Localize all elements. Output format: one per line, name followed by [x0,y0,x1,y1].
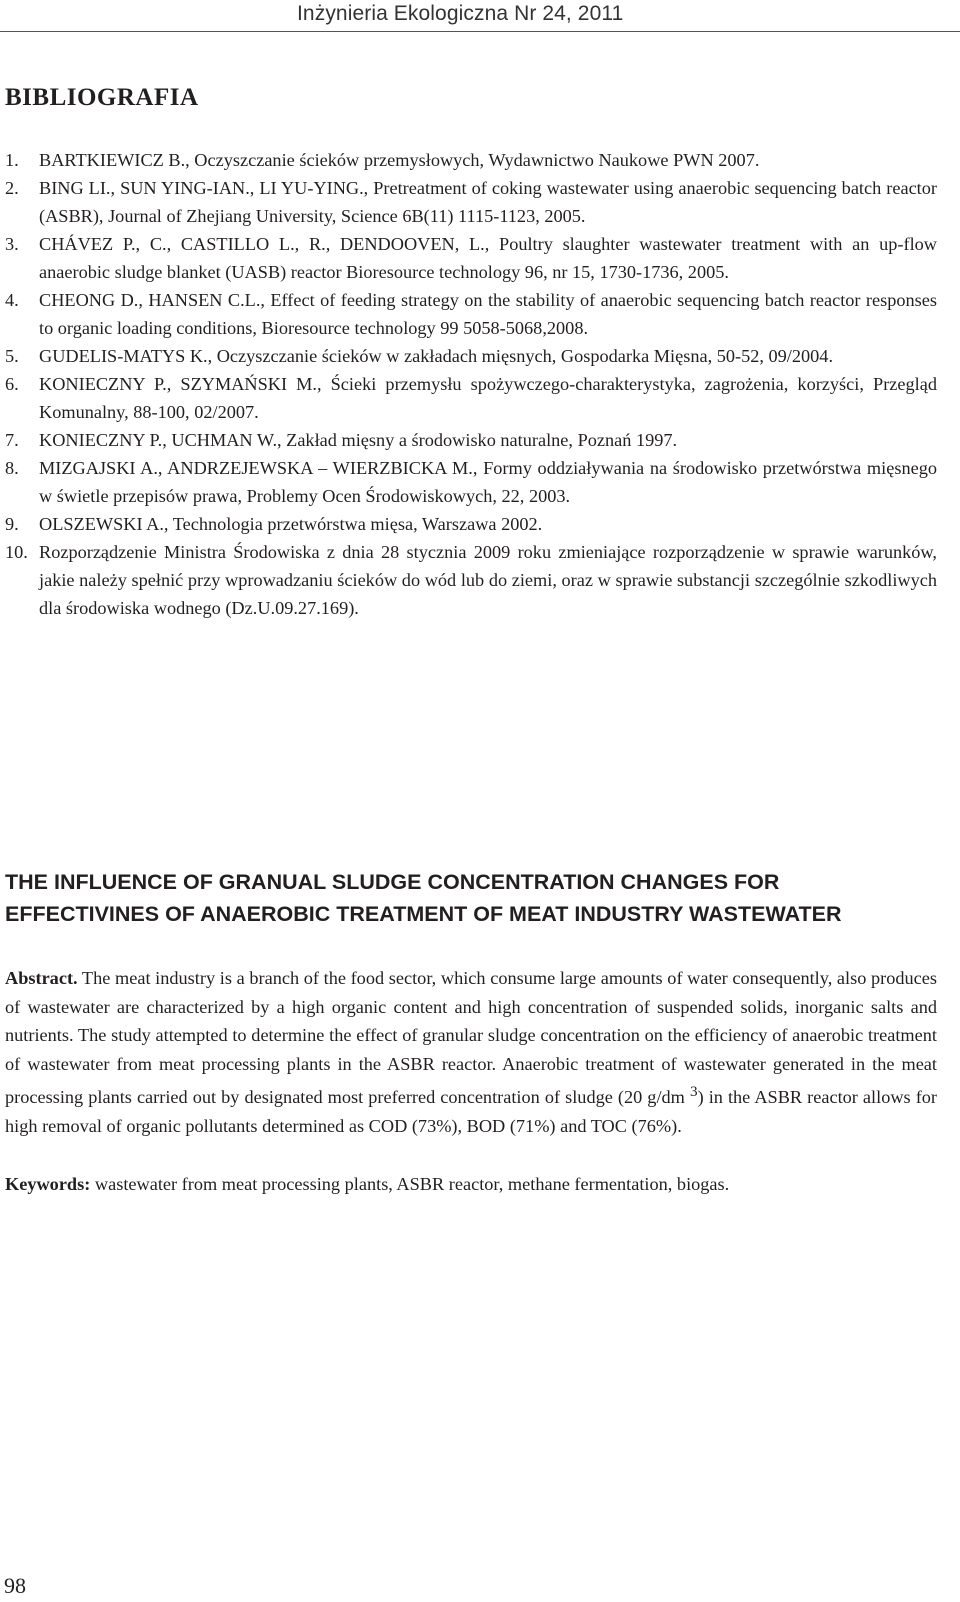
english-title [5,866,945,930]
entry-text: BING LI., SUN YING-IAN., LI YU-YING., Pretreatment of coking wastewater using anaerobic sequencing batch reactor (ASBR), Journal of Zhejiang University, Science 6B(11) 1115-1123, 2005. [39,178,937,226]
bibliography-entry [5,286,937,342]
bibliography-entry [5,146,937,174]
bibliography-list [5,146,937,622]
bibliography-entry [5,342,937,370]
bibliography-entry [5,426,937,454]
english-title-line-1: THE INFLUENCE OF GRANUAL SLUDGE CONCENTRATION CHANGES FOR [5,870,780,894]
entry-number: 10. [5,542,28,562]
page-number: 98 [4,1573,26,1598]
bibliography-entry [5,230,937,286]
keywords-label: Keywords: [5,1174,91,1194]
abstract-superscript: 3 [689,1083,698,1100]
entry-text: Rozporządzenie Ministra Środowiska z dnia 28 stycznia 2009 roku zmieniające rozporządzenie w sprawie warunków, jakie należy spełnić przy wprowadzaniu ścieków do wód lub do ziemi, oraz w sprawie substancji szczególnie szkodliwych dla środowiska wodnego (Dz.U.09.27.169). [39,542,937,618]
entry-number: 1. [5,150,19,170]
entry-number: 5. [5,346,19,366]
entry-number: 9. [5,514,19,534]
bibliography-entry [5,454,937,510]
entry-text: OLSZEWSKI A., Technologia przetwórstwa mięsa, Warszawa 2002. [39,514,543,534]
entry-text: MIZGAJSKI A., ANDRZEJEWSKA – WIERZBICKA M., Formy oddziaływania na środowisko przetwórstwa mięsnego w świetle przepisów prawa, Problemy Ocen Środowiskowych, 22, 2003. [39,458,937,506]
bibliography-heading: BIBLIOGRAFIA [5,84,199,111]
journal-title: Inżynieria Ekologiczna Nr 24, 2011 [297,2,624,25]
running-header [0,0,960,32]
abstract-text-part-1: The meat industry is a branch of the food sector, which consume large amounts of water consequently, also produces of wastewater are characterized by a high organic content and high concentration of suspended solids, inorganic salts and nutrients. The study attempted to determine the effect of granular sludge concentration on the efficiency of anaerobic treatment of wastewater from meat processing plants in the ASBR reactor. Anaerobic treatment of wastewater generated in the meat processing plants carried out by designated most preferred concentration of sludge (20 g/dm [5,968,937,1108]
bibliography-entry [5,538,937,622]
english-title-line-2: EFFECTIVINES OF ANAEROBIC TREATMENT OF MEAT INDUSTRY WASTEWATER [5,902,842,926]
entry-number: 4. [5,290,19,310]
entry-text: BARTKIEWICZ B., Oczyszczanie ścieków przemysłowych, Wydawnictwo Naukowe PWN 2007. [39,150,760,170]
entry-text: CHEONG D., HANSEN C.L., Effect of feeding strategy on the stability of anaerobic sequencing batch reactor responses to organic loading conditions, Bioresource technology 99 5058-5068,2008. [39,290,937,338]
bibliography-entry [5,370,937,426]
entry-number: 3. [5,234,19,254]
entry-number: 8. [5,458,19,478]
entry-text: GUDELIS-MATYS K., Oczyszczanie ścieków w zakładach mięsnych, Gospodarka Mięsna, 50-52, 09/2004. [39,346,834,366]
abstract-paragraph [5,964,937,1140]
entry-text: CHÁVEZ P., C., CASTILLO L., R., DENDOOVEN, L., Poultry slaughter wastewater treatment with an up-flow anaerobic sludge blanket (UASB) reactor Bioresource technology 96, nr 15, 1730-1736, 2005. [39,234,937,282]
bibliography-entry [5,174,937,230]
keywords-text: wastewater from meat processing plants, ASBR reactor, methane fermentation, biogas. [90,1174,730,1194]
entry-text: KONIECZNY P., UCHMAN W., Zakład mięsny a środowisko naturalne, Poznań 1997. [39,430,678,450]
abstract-text-part-2: ) in the ASBR reactor allows for high removal of organic pollutants determined as COD (73%), BOD (71%) and TOC (76%). [5,1087,938,1136]
abstract-label: Abstract. [5,968,78,988]
entry-number: 2. [5,178,19,198]
bibliography-entry [5,510,937,538]
entry-number: 7. [5,430,19,450]
entry-number: 6. [5,374,19,394]
keywords-paragraph [5,1170,945,1198]
entry-text: KONIECZNY P., SZYMAŃSKI M., Ścieki przemysłu spożywczego-charakterystyka, zagrożenia, korzyści, Przegląd Komunalny, 88-100, 02/2007. [39,374,937,422]
